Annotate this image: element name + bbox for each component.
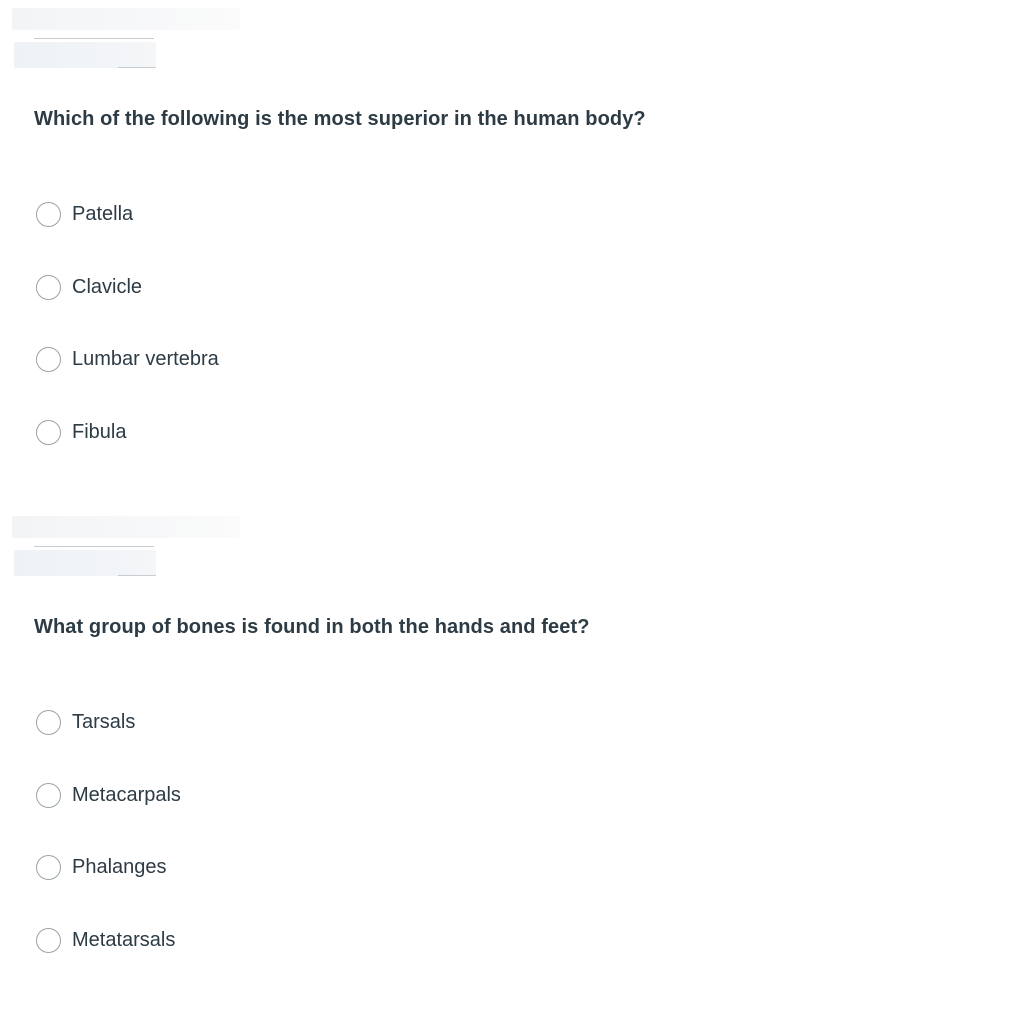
- question-prompt: What group of bones is found in both the hands and feet?: [34, 616, 590, 638]
- radio-button[interactable]: [36, 928, 61, 953]
- answer-label: Metatarsals: [72, 928, 176, 951]
- answer-option-patella[interactable]: [36, 198, 636, 271]
- faint-question-title: [12, 516, 240, 538]
- answer-list: [36, 198, 636, 488]
- header-divider: [34, 38, 154, 39]
- answer-label: Lumbar vertebra: [72, 348, 219, 370]
- radio-button[interactable]: [36, 710, 61, 735]
- answer-label: Tarsals: [72, 711, 136, 733]
- radio-button[interactable]: [36, 420, 61, 445]
- question-prompt: Which of the following is the most superior in the human body?: [34, 108, 646, 130]
- answer-option-metatarsals[interactable]: [36, 924, 636, 997]
- answer-label: Patella: [72, 203, 134, 225]
- radio-button[interactable]: [36, 855, 61, 880]
- answer-list: [36, 706, 636, 996]
- answer-label: Phalanges: [72, 856, 167, 878]
- answer-label: Clavicle: [72, 275, 143, 298]
- answer-option-clavicle[interactable]: [36, 271, 636, 344]
- radio-button[interactable]: [36, 275, 61, 300]
- radio-button[interactable]: [36, 783, 61, 808]
- answer-option-metacarpals[interactable]: [36, 779, 636, 852]
- answer-option-lumbar-vertebra[interactable]: [36, 343, 636, 416]
- radio-button[interactable]: [36, 202, 61, 227]
- points-divider: [118, 67, 156, 68]
- answer-option-tarsals[interactable]: [36, 706, 636, 779]
- points-divider: [118, 575, 156, 576]
- answer-option-fibula[interactable]: [36, 416, 636, 489]
- answer-label: Fibula: [72, 420, 127, 443]
- header-divider: [34, 546, 154, 547]
- radio-button[interactable]: [36, 347, 61, 372]
- faint-points-label: [14, 42, 156, 68]
- faint-question-title: [12, 8, 240, 30]
- answer-label: Metacarpals: [72, 783, 181, 806]
- answer-option-phalanges[interactable]: [36, 851, 636, 924]
- question-header: [12, 8, 242, 72]
- question-header: [12, 516, 242, 580]
- faint-points-label: [14, 550, 156, 576]
